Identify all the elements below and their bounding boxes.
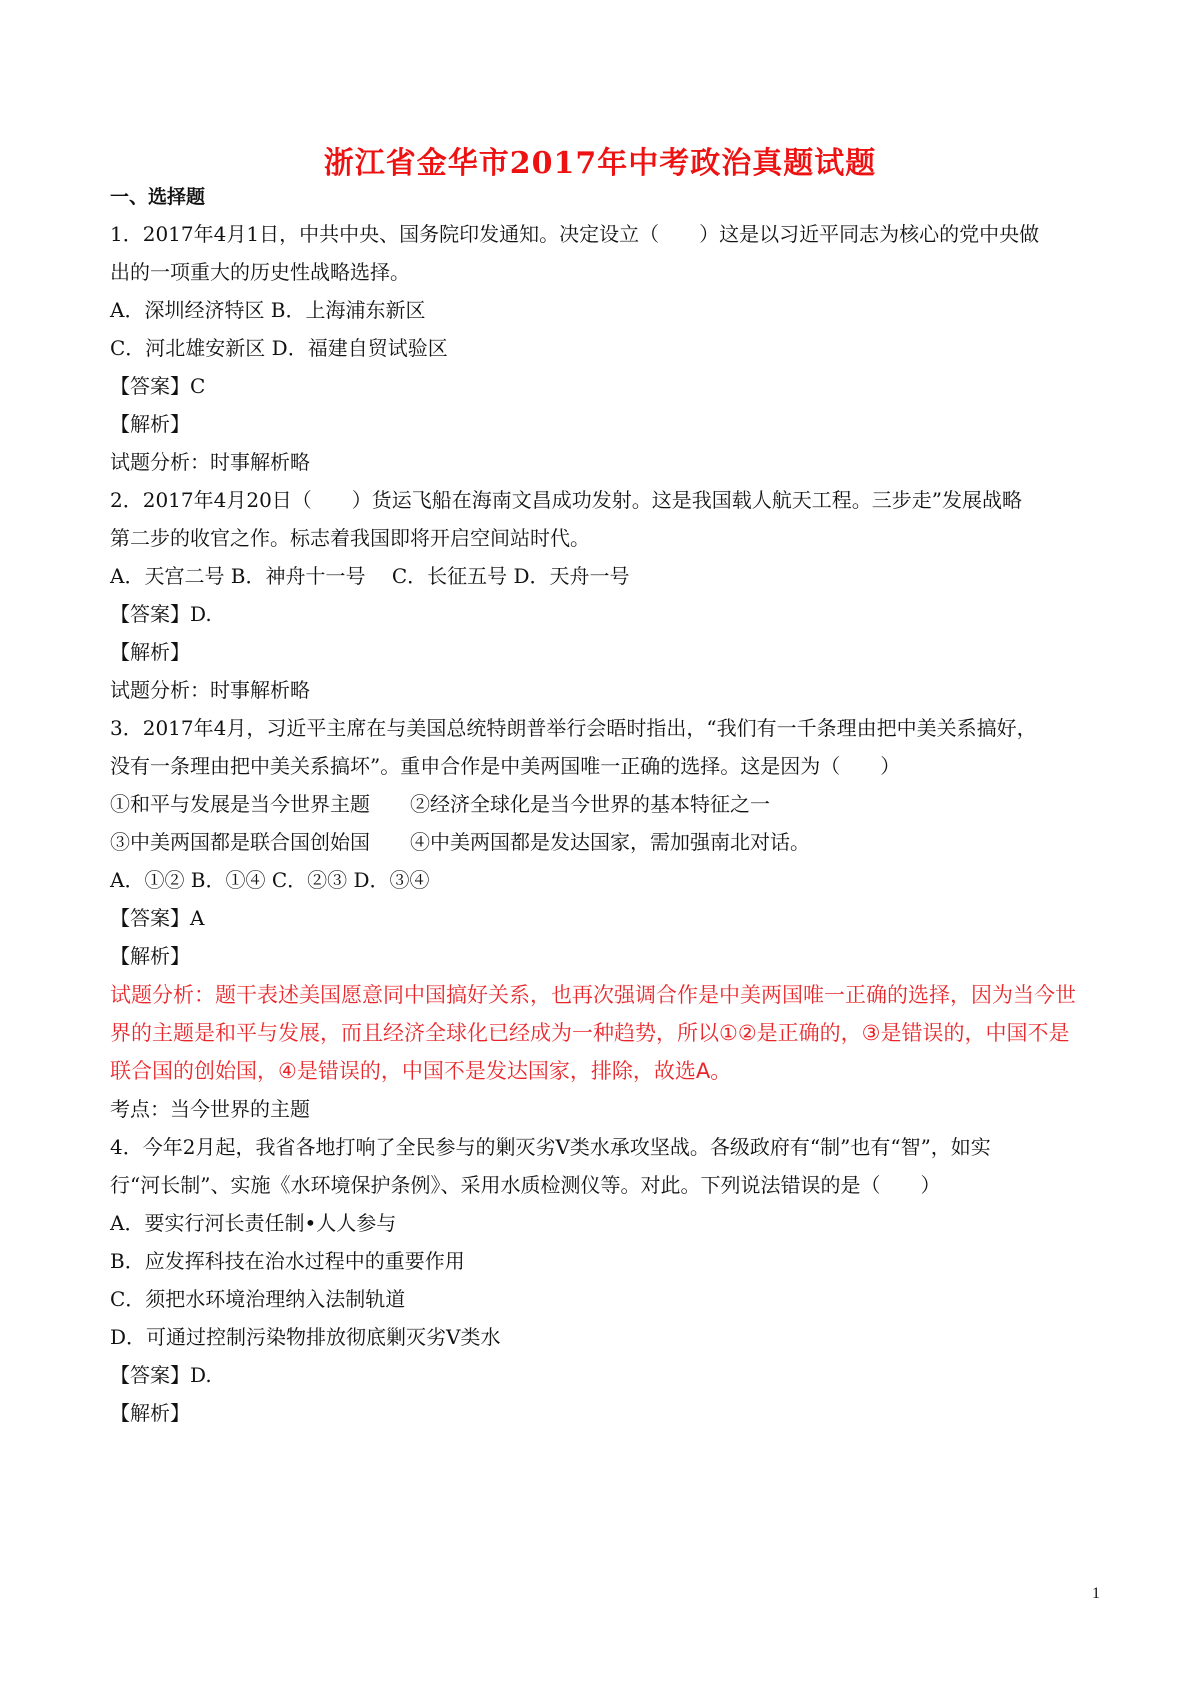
page-number: 1	[1092, 1585, 1100, 1602]
question-1-stem-cont: 出的一项重大的历史性战略选择。	[110, 260, 410, 284]
question-3-analysis-line-2: 界的主题是和平与发展，而且经济全球化已经成为一种趋势，所以①②是正确的，③是错误的，中国不是	[110, 1021, 1070, 1045]
question-3-analysis-label: 【解析】	[110, 944, 190, 968]
question-1-answer: 【答案】C	[110, 374, 206, 398]
question-2-analysis: 试题分析：时事解析略	[110, 678, 310, 702]
question-2-stem-cont: 第二步的收官之作。标志着我国即将开启空间站时代。	[110, 526, 590, 550]
question-3-analysis-line-3: 联合国的创始国，④是错误的，中国不是发达国家，排除，故选A。	[110, 1059, 732, 1083]
question-3-stem: 3．2017年4月，习近平主席在与美国总统特朗普举行会晤时指出，“我们有一千条理由把中美关系搞好，	[110, 716, 1037, 740]
question-4-stem-cont: 行“河长制”、实施《水环境保护条例》、采用水质检测仪等。对此。下列说法错误的是（ ）	[110, 1173, 941, 1197]
question-1-analysis-label: 【解析】	[110, 412, 190, 436]
question-1-options-ab: A．深圳经济特区 B．上海浦东新区	[110, 298, 426, 322]
question-2-stem: 2．2017年4月20日（ ）货运飞船在海南文昌成功发射。这是我国载人航天工程。三步走”发展战略	[110, 488, 1023, 512]
question-4-option-b: B．应发挥科技在治水过程中的重要作用	[110, 1249, 465, 1273]
question-2-analysis-label: 【解析】	[110, 640, 190, 664]
question-2-answer: 【答案】D.	[110, 602, 212, 626]
question-4-option-c: C．须把水环境治理纳入法制轨道	[110, 1287, 406, 1311]
question-4-option-d: D．可通过控制污染物排放彻底剿灭劣Ⅴ类水	[110, 1325, 501, 1349]
question-3-topic: 考点：当今世界的主题	[110, 1097, 310, 1121]
question-3-stem-cont: 没有一条理由把中美关系搞坏”。重申合作是中美两国唯一正确的选择。这是因为（ ）	[110, 754, 901, 778]
question-1-stem: 1．2017年4月1日，中共中央、国务院印发通知。决定设立（ ）这是以习近平同志为核心的党中央做	[110, 222, 1040, 246]
question-3-options: A．①② B．①④ C．②③ D．③④	[110, 868, 430, 892]
question-4-option-a: A．要实行河长责任制•人人参与	[110, 1211, 397, 1235]
question-3-answer: 【答案】A	[110, 906, 205, 930]
question-3-analysis-line-1: 试题分析：题干表述美国愿意同中国搞好关系，也再次强调合作是中美两国唯一正确的选择，因为当今世	[110, 983, 1076, 1007]
question-4-analysis-label: 【解析】	[110, 1401, 190, 1425]
question-2-options: A．天宫二号 B．神舟十一号 C．长征五号 D．天舟一号	[110, 564, 630, 588]
question-1-analysis: 试题分析：时事解析略	[110, 450, 310, 474]
question-3-statements-34: ③中美两国都是联合国创始国 ④中美两国都是发达国家，需加强南北对话。	[110, 830, 810, 854]
question-1-options-cd: C．河北雄安新区 D．福建自贸试验区	[110, 336, 448, 360]
section-heading: 一、选择题	[110, 186, 206, 208]
question-4-stem: 4．今年2月起，我省各地打响了全民参与的剿灭劣Ⅴ类水承攻坚战。各级政府有“制”也有“智”，如实	[110, 1135, 991, 1159]
question-3-statements-12: ①和平与发展是当今世界主题 ②经济全球化是当今世界的基本特征之一	[110, 792, 770, 816]
question-4-answer: 【答案】D.	[110, 1363, 212, 1387]
document-title: 浙江省金华市2017年中考政治真题试题	[323, 146, 877, 181]
